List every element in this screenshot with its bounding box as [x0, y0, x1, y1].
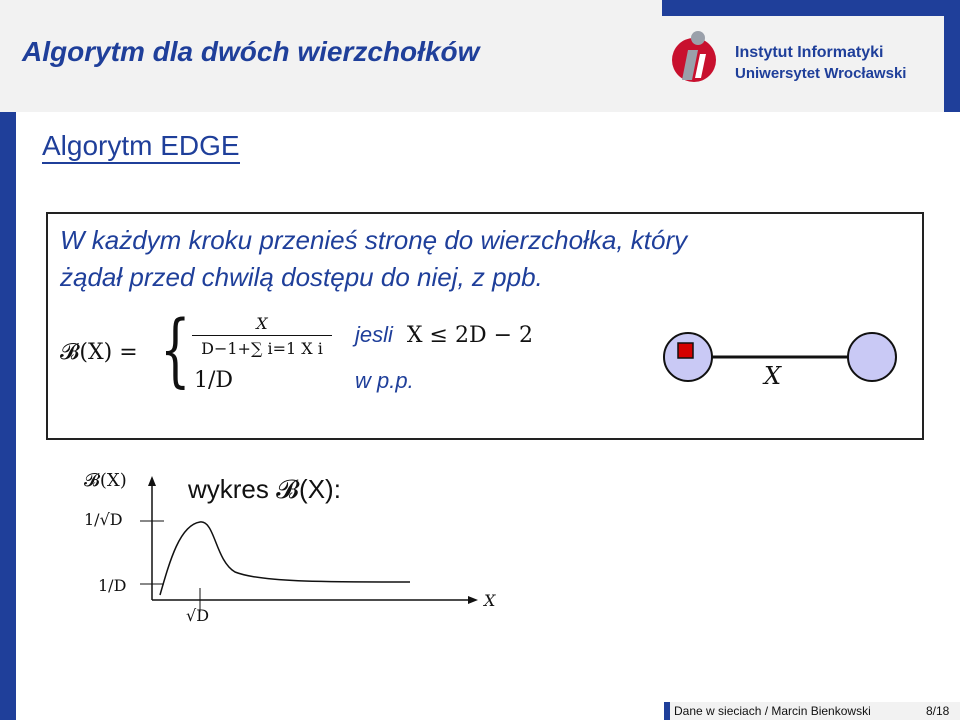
graph-node-right: [848, 333, 896, 381]
case2-word: w p.p.: [355, 368, 414, 393]
edge-label: X: [764, 362, 782, 390]
ytick-low-label: 1/D: [98, 576, 127, 595]
footer-text: Dane w sieciach / Marcin Bienkowski: [674, 704, 871, 718]
fraction-denominator: D−1+∑ i=1 X i: [201, 339, 323, 358]
case1-condition: X ≤ 2D − 2: [406, 323, 534, 348]
formula-lhs: 𝓑(X) =: [60, 340, 138, 365]
plot-ylabel: 𝓑(X): [84, 470, 127, 491]
footer-accent: [664, 702, 670, 720]
xtick-label: √D: [186, 606, 210, 625]
formula-brace: {: [160, 303, 191, 396]
fraction-numerator: X: [256, 314, 268, 333]
plot-x-arrow: [468, 596, 478, 604]
rule-line2: żądał przed chwilą dostępu do niej, z ppb.: [60, 262, 543, 292]
page-number: 8/18: [926, 704, 950, 718]
institute-line2: Uniwersytet Wrocławski: [735, 65, 907, 82]
institute-line1: Instytut Informatyki: [735, 44, 884, 61]
rule-line1: W każdym kroku przenieś stronę do wierzchołka, który: [60, 225, 688, 255]
plot-xlabel: X: [484, 591, 496, 610]
slide-title: Algorytm dla dwóch wierzchołków: [22, 36, 480, 67]
plot-title: wykres 𝓑(X):: [188, 474, 341, 504]
page-marker: [678, 343, 693, 358]
case1-word: jesli: [355, 322, 393, 347]
section-subtitle: Algorytm EDGE: [42, 130, 240, 164]
plot-y-arrow: [148, 476, 156, 486]
ytick-top-label: 1/√D: [84, 510, 123, 529]
plot-curve: [160, 522, 410, 595]
formula-case2-value: 1/D: [194, 368, 234, 393]
